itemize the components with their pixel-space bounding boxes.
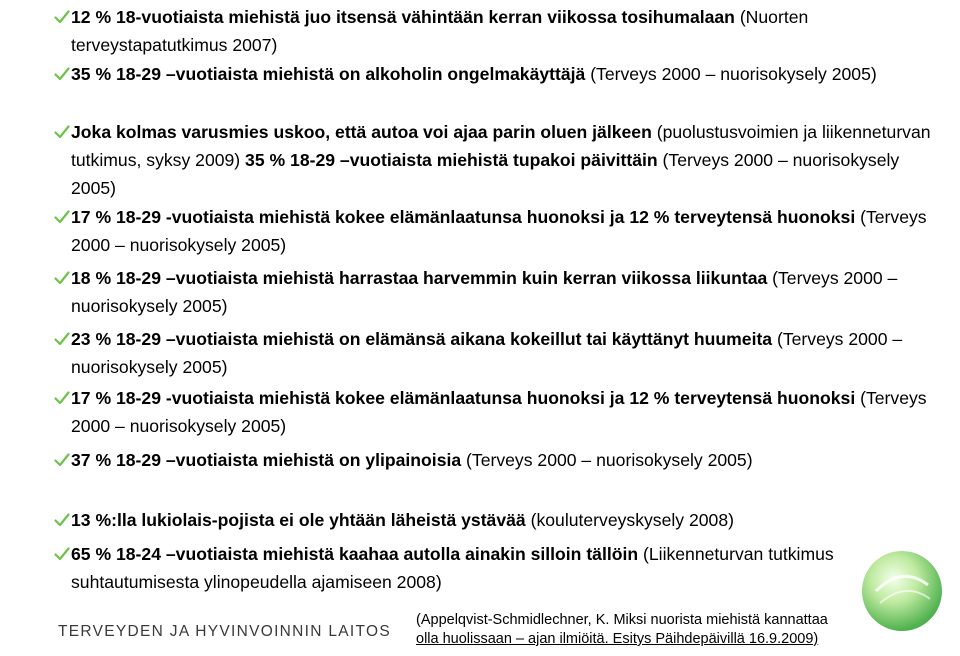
- item-text-source: (Terveys 2000 – nuorisokysely 2005): [71, 329, 903, 377]
- list-item: [71, 3, 931, 59]
- item-text-bold: 23 % 18-29 –vuotiaista miehistä on elämänsä aikana kokeillut tai käyttänyt huumeita: [71, 329, 773, 349]
- list-item: [71, 384, 931, 440]
- citation-line-2: olla huolissaan – ajan ilmiöitä. Esitys Päihdepäivillä 16.9.2009): [416, 631, 819, 647]
- list-item: [71, 540, 931, 596]
- checkmark-icon: [54, 546, 70, 562]
- item-text-source: (Terveys 2000 – nuorisokysely 2005): [461, 450, 753, 470]
- item-text-source: (Liikenneturvan tutkimus suhtautumisesta ylinopeudella ajamiseen 2008): [71, 544, 834, 592]
- item-text-source: (Terveys 2000 – nuorisokysely 2005): [71, 388, 927, 436]
- checkmark-icon: [54, 452, 70, 468]
- item-text-bold: 18 % 18-29 –vuotiaista miehistä harrastaa harvemmin kuin kerran viikossa liikuntaa: [71, 268, 768, 288]
- checkmark-icon: [54, 270, 70, 286]
- item-text-source: (Terveys 2000 – nuorisokysely 2005): [71, 207, 927, 255]
- item-text-source: (Terveys 2000 – nuorisokysely 2005): [585, 64, 877, 84]
- green-sphere-logo-icon: [856, 545, 948, 637]
- checkmark-icon: [54, 124, 70, 140]
- item-text-source: (kouluterveyskysely 2008): [525, 510, 734, 530]
- list-item: [71, 506, 931, 534]
- checkmark-icon: [54, 9, 70, 25]
- item-text-bold: 12 % 18-vuotiaista miehistä juo itsensä vähintään kerran viikossa tosihumalaan: [71, 7, 735, 27]
- item-text-bold: 65 % 18-24 –vuotiaista miehistä kaahaa autolla ainakin silloin tällöin: [71, 544, 639, 564]
- list-item: [71, 60, 931, 88]
- item-text-bold: 17 % 18-29 -vuotiaista miehistä kokee elämänlaatunsa huonoksi ja 12 % terveytensä huonoksi: [71, 388, 856, 408]
- checkmark-icon: [54, 331, 70, 347]
- item-text-source: (puolustusvoimien ja liikenneturvan tutkimus, syksy 2009): [71, 122, 931, 170]
- item-text-bold: Joka kolmas varusmies uskoo, että autoa voi ajaa parin oluen jälkeen: [71, 122, 652, 142]
- checkmark-icon: [54, 390, 70, 406]
- list-item: [71, 325, 931, 381]
- item-text-source: (Terveys 2000 – nuorisokysely 2005): [71, 268, 898, 316]
- item-text-bold: 17 % 18-29 -vuotiaista miehistä kokee elämänlaatunsa huonoksi ja 12 % terveytensä huonoksi: [71, 207, 856, 227]
- organization-name: TERVEYDEN JA HYVINVOINNIN LAITOS: [58, 623, 392, 640]
- citation-line-1: (Appelqvist-Schmidlechner, K. Miksi nuorista miehistä kannattaa: [416, 612, 828, 628]
- item-text-bold: 35 % 18-29 –vuotiaista miehistä tupakoi päivittäin: [245, 150, 658, 170]
- item-text-bold: 37 % 18-29 –vuotiaista miehistä on ylipainoisia: [71, 450, 462, 470]
- list-item: [71, 203, 931, 259]
- list-item: [71, 118, 931, 202]
- item-text-bold: 35 % 18-29 –vuotiaista miehistä on alkoholin ongelmakäyttäjä: [71, 64, 586, 84]
- checkmark-icon: [54, 209, 70, 225]
- item-text-source: (Nuorten terveystapatutkimus 2007): [71, 7, 809, 55]
- checkmark-icon: [54, 512, 70, 528]
- item-text-bold: 13 %:lla lukiolais-pojista ei ole yhtään läheistä ystävää: [71, 510, 526, 530]
- checkmark-icon: [54, 66, 70, 82]
- item-text-source: (Terveys 2000 – nuorisokysely 2005): [71, 150, 900, 198]
- list-item: [71, 446, 931, 474]
- list-item: [71, 264, 931, 320]
